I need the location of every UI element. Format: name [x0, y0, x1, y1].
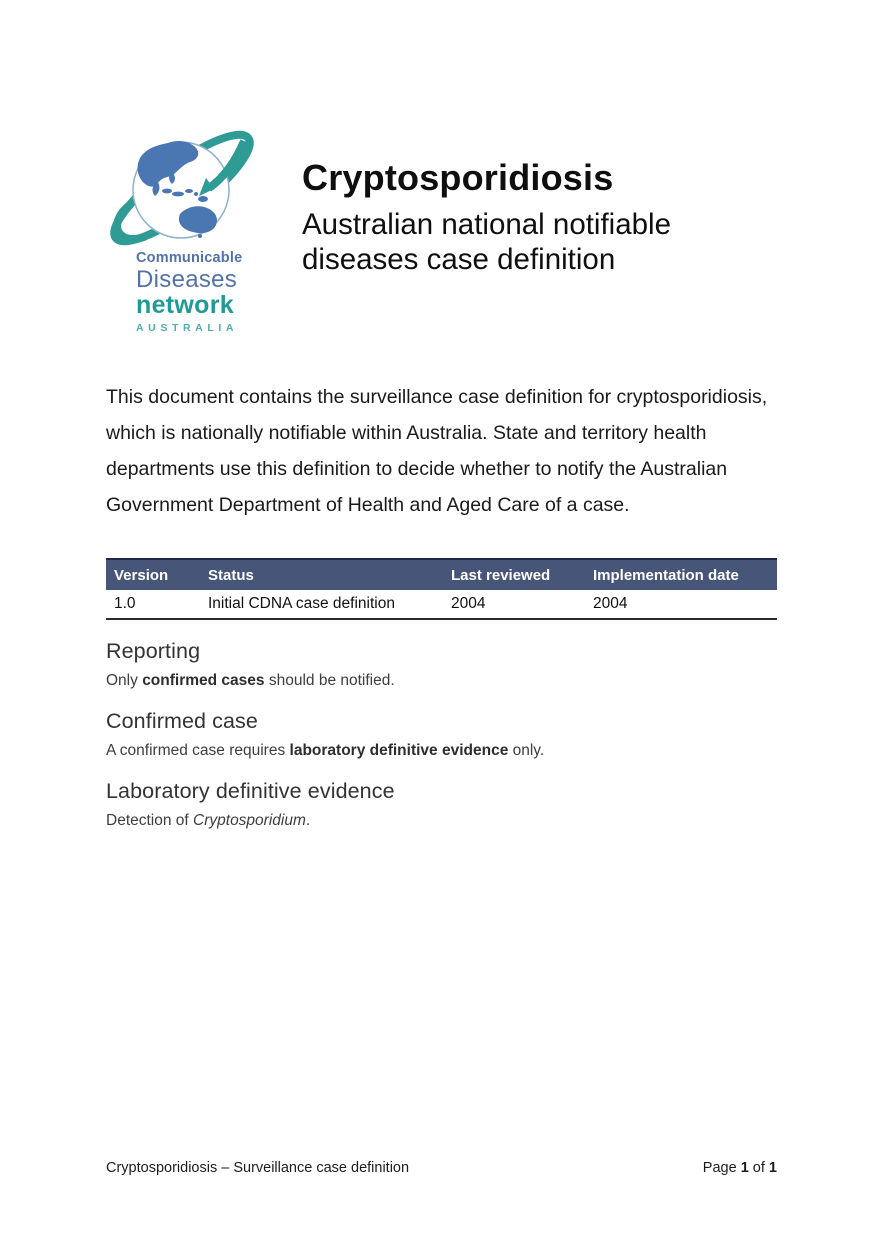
section-body [106, 811, 780, 831]
cell-implementation-date: 2004 [585, 590, 777, 619]
section-heading: Reporting [106, 639, 201, 663]
body-text: Only [106, 672, 143, 689]
body-text-italic: Cryptosporidium [193, 812, 306, 829]
footer-page-number: 1 [740, 1160, 749, 1176]
page-title: Cryptosporidiosis [302, 157, 614, 198]
body-text: Detection of [106, 812, 194, 829]
column-header-implementation-date: Implementation date [585, 559, 777, 590]
footer-page-label: Page [702, 1160, 741, 1176]
logo-communicable-label: Communicable [136, 250, 243, 266]
logo-network-label: network [136, 290, 234, 319]
version-table-header-row [106, 559, 777, 590]
cell-last-reviewed: 2004 [443, 590, 585, 619]
section-reporting [106, 636, 780, 691]
section-body [106, 671, 780, 691]
intro-paragraph: This document contains the surveillance case definition for cryptosporidiosis, which is nationally notifiable within Australia. State and territory health departments use this definition to decide whether to notify the Australian Government Department of Health and Aged Care of a case. [106, 385, 768, 516]
document-header [302, 156, 782, 277]
body-text: . [305, 812, 311, 829]
footer-page-indicator [703, 1160, 777, 1176]
page-footer [106, 1160, 777, 1176]
section-confirmed-case [106, 706, 780, 761]
page-subtitle: Australian national notifiable diseases case definition [302, 208, 671, 276]
body-text: A confirmed case requires [106, 742, 290, 759]
cell-status: Initial CDNA case definition [200, 590, 443, 619]
column-header-version: Version [106, 559, 200, 590]
column-header-last-reviewed: Last reviewed [443, 559, 585, 590]
body-text-bold: confirmed cases [142, 672, 265, 689]
footer-document-title: Cryptosporidiosis – Surveillance case definition [106, 1160, 410, 1176]
column-header-status: Status [200, 559, 443, 590]
body-text: should be notified. [264, 672, 395, 689]
body-text-bold: laboratory definitive evidence [289, 742, 509, 759]
cell-version: 1.0 [106, 590, 200, 619]
section-laboratory-definitive-evidence [106, 776, 780, 831]
version-table [106, 558, 777, 620]
cdna-logo-wordmark [136, 251, 242, 333]
footer-of-label: of [748, 1160, 769, 1176]
logo-diseases-label: Diseases [136, 265, 238, 293]
body-text: only. [508, 742, 545, 759]
logo-australia-label: AUSTRALIA [136, 321, 239, 334]
section-heading: Confirmed case [106, 709, 258, 733]
section-body [106, 741, 780, 761]
section-heading: Laboratory definitive evidence [106, 779, 395, 803]
cdna-globe-logo-icon [106, 128, 256, 253]
footer-page-total: 1 [768, 1160, 777, 1176]
table-row [106, 590, 777, 619]
